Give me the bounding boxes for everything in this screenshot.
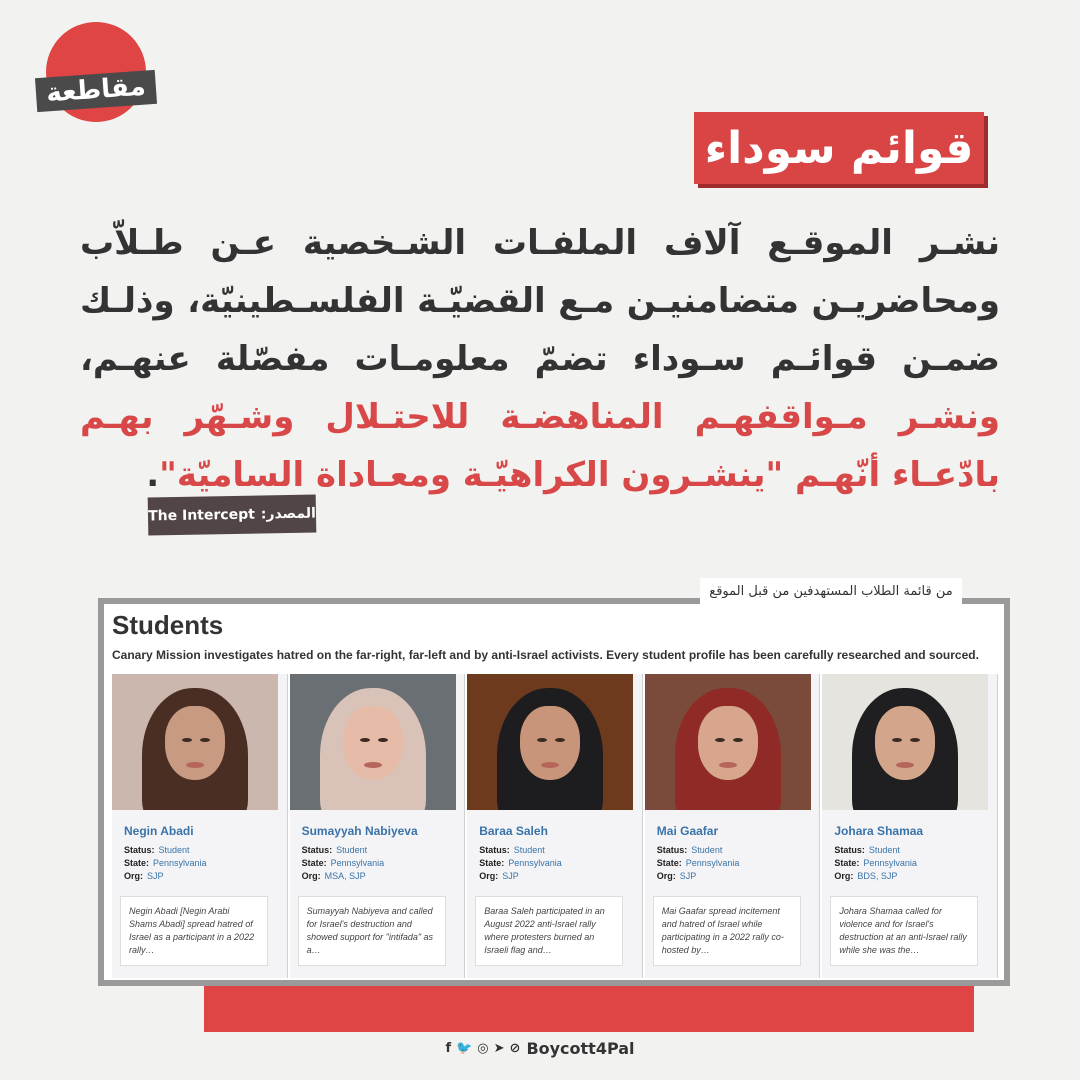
telegram-icon[interactable]: ➤ <box>493 1040 505 1056</box>
student-meta <box>834 844 917 883</box>
social-icons <box>445 1041 520 1056</box>
student-photo <box>645 674 811 810</box>
page-title: قوائم سوداء <box>704 122 974 174</box>
boycott-icon[interactable]: ⊘ <box>509 1040 521 1056</box>
status-value: Student <box>691 845 723 855</box>
status-label: Status: <box>479 845 510 855</box>
panel-subtitle: Canary Mission investigates hatred on the far-right, far-left and by anti-Israel activists. Every student profile has been carefully researched and sourced. <box>112 648 979 662</box>
status-label: Status: <box>834 845 865 855</box>
student-description: Baraa Saleh participated in an August 2022 anti-Israel rally where protesters burned an Israeli flag and… <box>475 896 623 966</box>
source-label: المصدر: <box>260 505 316 523</box>
source-name: The Intercept <box>148 506 255 525</box>
student-description: Johara Shamaa called for violence and for Israel's destruction at an anti-Israel rally while she was the… <box>830 896 978 966</box>
facebook-icon[interactable]: f <box>445 1040 452 1056</box>
student-description: Negin Abadi [Negin Arabi Shams Abadi] spread hatred of Israel as a participant in a 2022 rally… <box>120 896 268 966</box>
state-value: Pennsylvania <box>153 858 207 868</box>
student-photo <box>112 674 278 810</box>
logo-text: مقاطعة <box>45 71 147 109</box>
org-value: SJP <box>502 871 519 881</box>
org-label: Org: <box>479 871 499 881</box>
student-photo <box>290 674 456 810</box>
body-text-normal: نشـر الموقـع آلاف الملفـات الشـخصية عـن طـلاّب ومحاضريـن متضامنيـن مـع القضيّـة الفلسـطينيّة، وذلـك ضمـن قوائـم سـوداء تضمّ معلومـات مفصّلة عنهـم، <box>80 223 1000 379</box>
student-name[interactable]: Baraa Saleh <box>479 824 548 838</box>
state-label: State: <box>124 858 150 868</box>
state-label: State: <box>656 858 682 868</box>
org-value: SJP <box>679 871 697 881</box>
footer-handle[interactable]: Boycott4Pal <box>526 1038 635 1058</box>
body-paragraph <box>80 214 1000 504</box>
state-value: Pennsylvania <box>685 858 740 868</box>
twitter-icon[interactable]: 🐦 <box>456 1040 473 1056</box>
org-label: Org: <box>834 871 854 881</box>
org-label: Org: <box>124 871 143 881</box>
student-name[interactable]: Mai Gaafar <box>656 824 719 838</box>
org-value: SJP <box>147 871 164 881</box>
student-meta <box>124 844 207 883</box>
status-value: Student <box>513 845 545 855</box>
student-meta <box>657 844 740 883</box>
status-value: Student <box>336 845 368 855</box>
student-card[interactable] <box>112 674 288 978</box>
status-label: Status: <box>124 845 155 855</box>
org-label: Org: <box>656 871 676 881</box>
state-label: State: <box>479 858 505 868</box>
source-badge <box>148 495 317 536</box>
body-text-highlight: ونشـر مـواقفهـم المناهضـة للاحتـلال وشـهّر بهـم بادّعـاء أنّهـم "ينشـرون الكراهيّـة ومعـاداة الساميّة" <box>80 397 1000 495</box>
state-label: State: <box>834 858 860 868</box>
body-text-end: . <box>146 455 160 495</box>
student-card[interactable] <box>290 674 466 978</box>
student-description: Mai Gaafar spread incitement and hatred of Israel while participating in a 2022 rally co-hosted by… <box>653 896 801 966</box>
org-value: MSA, SJP <box>324 871 366 881</box>
brand-logo <box>36 22 156 130</box>
org-label: Org: <box>301 871 321 881</box>
student-name[interactable]: Negin Abadi <box>124 824 194 838</box>
student-card[interactable] <box>822 674 998 978</box>
status-value: Student <box>868 845 900 855</box>
student-name[interactable]: Sumayyah Nabiyeva <box>301 824 418 838</box>
student-card[interactable] <box>645 674 821 978</box>
title-banner <box>694 112 984 184</box>
org-value: BDS, SJP <box>857 871 898 881</box>
status-value: Student <box>158 845 190 855</box>
student-name[interactable]: Johara Shamaa <box>834 824 924 838</box>
decorative-red-strip <box>204 980 974 1032</box>
student-cards <box>112 674 1000 978</box>
state-value: Pennsylvania <box>863 858 917 868</box>
students-screenshot-panel <box>98 598 1010 986</box>
student-photo <box>822 674 988 810</box>
instagram-icon[interactable]: ◎ <box>477 1040 489 1056</box>
student-description: Sumayyah Nabiyeva and called for Israel's destruction and showed support for "intifada" as a… <box>298 896 446 966</box>
state-value: Pennsylvania <box>330 858 385 868</box>
image-caption: من قائمة الطلاب المستهدفين من قبل الموقع <box>700 578 962 604</box>
status-label: Status: <box>656 845 688 855</box>
student-card[interactable] <box>467 674 643 978</box>
student-meta <box>479 844 562 883</box>
state-label: State: <box>301 858 327 868</box>
student-photo <box>467 674 633 810</box>
status-label: Status: <box>301 845 333 855</box>
panel-title: Students <box>112 610 224 640</box>
state-value: Pennsylvania <box>508 858 562 868</box>
student-meta <box>302 844 385 883</box>
footer-social <box>0 1036 1080 1060</box>
